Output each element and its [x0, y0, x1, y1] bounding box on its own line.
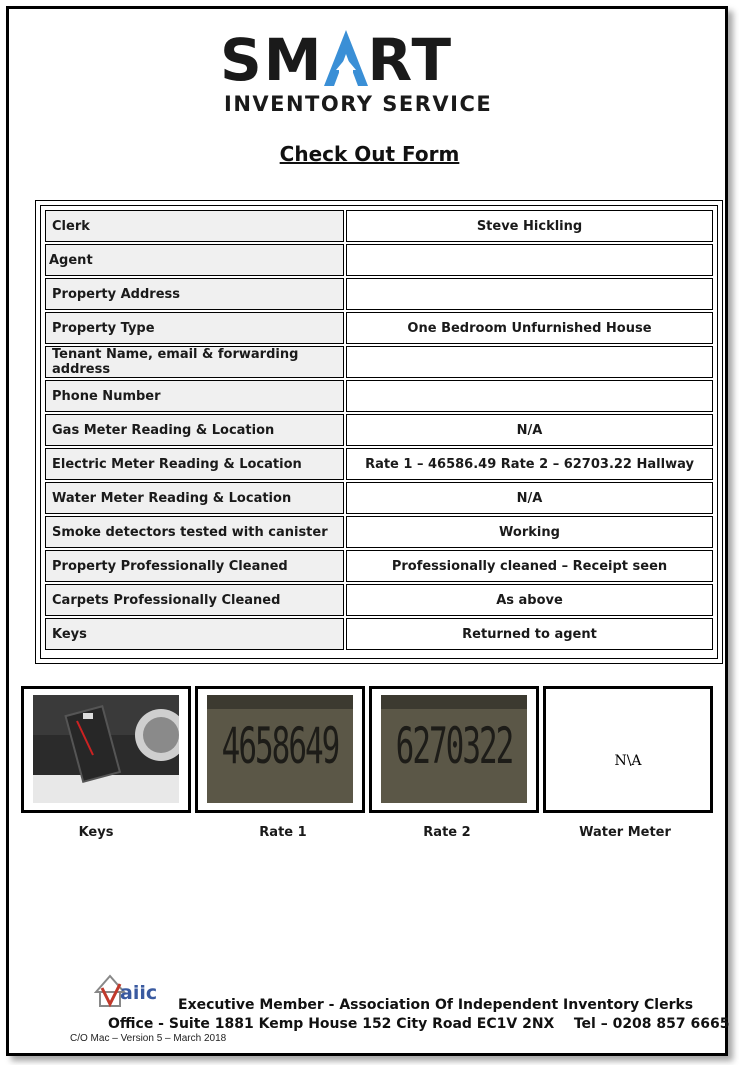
info-table-frame — [35, 200, 723, 664]
table-row — [45, 618, 713, 650]
logo-tagline: INVENTORY SERVICE — [224, 92, 493, 116]
rate1-display: 4658649 — [221, 718, 339, 776]
row-value: N/A — [346, 414, 713, 446]
row-value: Rate 1 – 46586.49 Rate 2 – 62703.22 Hallway — [346, 448, 713, 480]
table-row — [45, 346, 713, 378]
footer-address: Office - Suite 1881 Kemp House 152 City Road EC1V 2NX Tel – 0208 857 6665 — [108, 1016, 730, 1032]
logo-rt: RT — [367, 26, 454, 94]
table-row — [45, 312, 713, 344]
row-value — [346, 244, 713, 276]
row-label: Gas Meter Reading & Location — [45, 414, 344, 446]
smart-logo — [220, 26, 520, 120]
row-value: Professionally cleaned – Receipt seen — [346, 550, 713, 582]
form-title: Check Out Form — [279, 142, 460, 166]
row-label: Agent — [45, 244, 344, 276]
row-label: Property Address — [45, 278, 344, 310]
row-label: Property Professionally Cleaned — [45, 550, 344, 582]
table-row — [45, 448, 713, 480]
row-label: Phone Number — [45, 380, 344, 412]
row-value: As above — [346, 584, 713, 616]
row-value — [346, 346, 713, 378]
rate1-photo-frame — [195, 686, 365, 813]
keys-photo-frame — [21, 686, 191, 813]
row-value: Returned to agent — [346, 618, 713, 650]
rate2-photo-frame — [369, 686, 539, 813]
table-row — [45, 516, 713, 548]
row-value: Steve Hickling — [346, 210, 713, 242]
row-label: Property Type — [45, 312, 344, 344]
row-value: N/A — [346, 482, 713, 514]
info-table — [43, 208, 715, 652]
row-value: Working — [346, 516, 713, 548]
table-row — [45, 550, 713, 582]
rate2-caption: Rate 2 — [423, 825, 471, 840]
row-label: Clerk — [45, 210, 344, 242]
logo-wordmark — [220, 26, 520, 94]
table-row — [45, 380, 713, 412]
table-row — [45, 414, 713, 446]
row-label: Keys — [45, 618, 344, 650]
rate2-photo — [381, 695, 527, 803]
row-label: Carpets Professionally Cleaned — [45, 584, 344, 616]
aiic-logo-text: aiic — [120, 982, 158, 1004]
row-value — [346, 380, 713, 412]
keys-photo — [33, 695, 179, 803]
row-label: Tenant Name, email & forwarding address — [45, 346, 344, 378]
row-value: One Bedroom Unfurnished House — [346, 312, 713, 344]
footer-membership: Executive Member - Association Of Independent Inventory Clerks — [178, 997, 694, 1013]
table-row — [45, 210, 713, 242]
row-label: Smoke detectors tested with canister — [45, 516, 344, 548]
row-label: Water Meter Reading & Location — [45, 482, 344, 514]
keys-caption: Keys — [78, 825, 114, 840]
table-row — [45, 584, 713, 616]
info-table-inner-frame — [40, 205, 718, 659]
table-row — [45, 278, 713, 310]
aiic-logo — [94, 968, 174, 1010]
logo-a-icon — [324, 32, 368, 84]
water-meter-photo-frame — [543, 686, 713, 813]
water-meter-caption: Water Meter — [579, 825, 671, 840]
logo-sm: SM — [220, 26, 324, 94]
row-value — [346, 278, 713, 310]
rate1-photo — [207, 695, 353, 803]
footer-version: C/O Mac – Version 5 – March 2018 — [70, 1033, 227, 1044]
row-label: Electric Meter Reading & Location — [45, 448, 344, 480]
table-row — [45, 482, 713, 514]
rate2-display: 6270322 — [395, 718, 513, 776]
table-row — [45, 244, 713, 276]
rate1-caption: Rate 1 — [259, 825, 307, 840]
water-meter-na: N\A — [614, 753, 642, 769]
